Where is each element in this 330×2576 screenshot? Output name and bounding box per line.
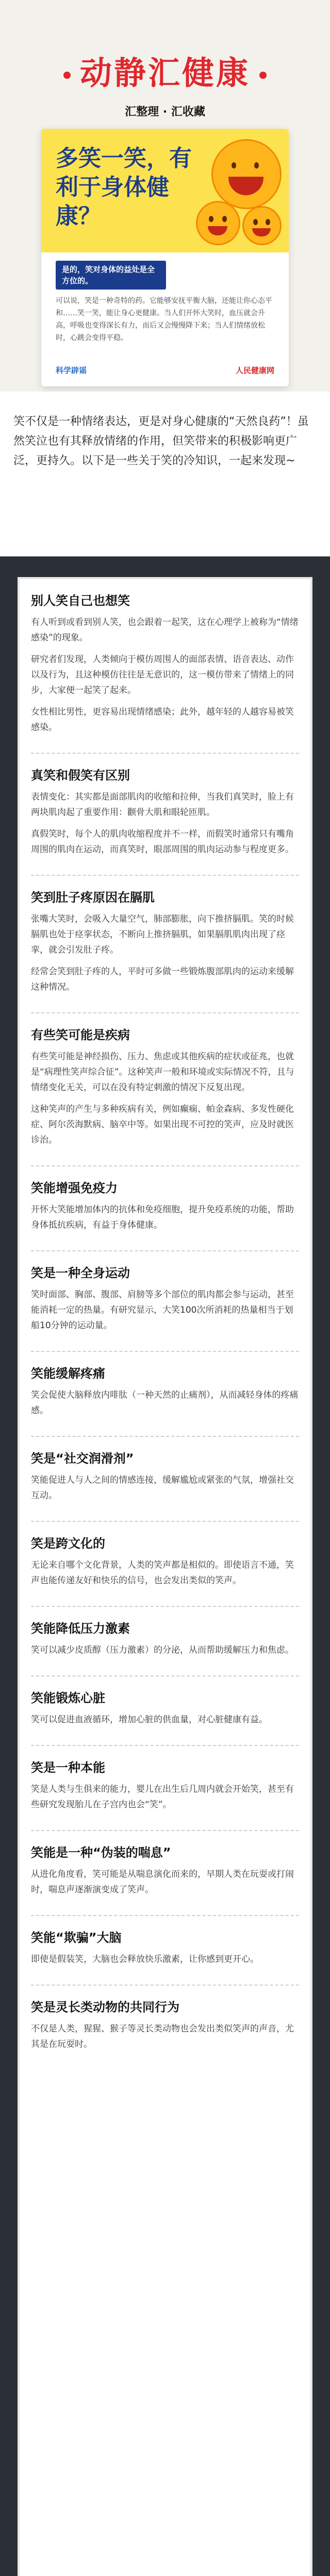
article-section [31,1165,299,1250]
section-title: 笑是跨文化的 [31,1536,105,1551]
page-title [0,47,330,93]
section-paragraph: 笑可以减少皮质醇（压力激素）的分泌，从而帮助缓解压力和焦虑。 [31,1645,294,1655]
section-paragraph: 笑能促进人与人之间的情感连接，缓解尴尬或紧张的气氛，增强社交互动。 [31,1475,294,1501]
section-paragraph: 有人听到或看到别人笑，也会跟着一起笑，这在心理学上被称为“情绪感染”的现象。 [31,617,299,643]
intro [0,392,330,556]
people-health-logo: 人民健康网 [235,366,274,375]
title-dot-left [63,72,71,79]
section-paragraph: 研究者们发现，人类倾向于模仿周围人的面部表情、语音表达、动作以及行为，且这种模仿往往是无意识的，这一模仿带来了情绪上的同步，大家便一起笑了起来。 [31,654,294,696]
header [0,0,330,392]
section-paragraph: 真假笑时，每个人的肌肉收缩程度并不一样，而假笑时通常只有嘴角周围的肌肉在运动，而真笑时，眼部周围的肌肉运动参与程度更多。 [31,829,294,855]
section-paragraph: 这种笑声的产生与多种疾病有关，例如癫痫、帕金森病、多发性硬化症、阿尔茨海默病、脑卒中等。如果出现不可控的笑声，应及时就医诊治。 [31,1104,294,1145]
section-paragraph: 笑时面部、胸部、腹部、肩膀等多个部位的肌肉都会参与运动，甚至能消耗一定的热量。有研究显示，大笑100次所消耗的热量相当于划船10分钟的运动量。 [31,1290,294,1331]
article [0,556,330,2576]
article-section [31,1915,299,1985]
article-section [31,1830,299,1915]
article-section [31,1250,299,1351]
article-section [31,1351,299,1436]
article-section [31,1012,299,1165]
section-paragraph: 开怀大笑能增加体内的抗体和免疫细胞，提升免疫系统的功能，帮助身体抵抗疾病，有益于身体健康。 [31,1205,294,1230]
science-rumor-logo: 科学辟谣 [56,366,87,375]
section-paragraph: 笑可以促进血液循环，增加心脏的供血量，对心脏健康有益。 [31,1715,268,1725]
section-paragraph: 即使是假装笑，大脑也会释放快乐激素，让你感到更开心。 [31,1954,259,1964]
section-title: 笑能缓解疼痛 [31,1366,105,1381]
section-title: 笑能锻炼心脏 [31,1691,105,1705]
article-section [31,1675,299,1745]
card-tip: 是的，笑对身体的益处是全方位的。 [56,261,166,290]
section-title: 有些笑可能是疾病 [31,1028,130,1042]
section-title: 笑能是一种“伪装的喘息” [31,1845,171,1860]
section-title: 真笑和假笑有区别 [31,768,130,783]
article-section [31,875,299,1012]
card-banner [41,129,289,252]
section-paragraph: 从进化角度看，笑可能是从喘息演化而来的，早期人类在玩耍或打闹时，喘息声逐渐演变成了笑声。 [31,1869,294,1895]
smiling-emoji-icon [196,201,240,245]
grinning-emoji-icon [242,206,282,245]
card-logos [56,365,274,379]
article-section [31,579,299,753]
section-paragraph: 有些笑可能是神经损伤、压力、焦虑或其他疾病的症状或征兆，也就是“病理性笑声综合征”。这种笑声一般和环境或实际情况不符，且与情绪变化无关，可以在没有特定刺激的情况下反复出现。 [31,1052,294,1093]
intro-text: 笑不仅是一种情绪表达，更是对身心健康的“天然良药”！虽然笑泣也有其释放情绪的作用，但笑带来的积极影响更广泛，更持久。以下是一些关于笑的冷知识，一起来发现~ [13,415,309,467]
subtitle: 汇整理 · 汇收藏 [125,106,205,118]
title-dot-right [259,72,267,79]
section-paragraph: 表情变化：其实都是面部肌肉的收缩和拉伸，当我们真笑时，脸上有两块肌肉起了重要作用：颧骨大肌和眼轮匝肌。 [31,792,294,818]
section-title: 笑是一种本能 [31,1760,105,1775]
article-section [31,1521,299,1606]
article-section [31,1985,299,2070]
section-paragraph: 经常会笑到肚子疼的人，平时可多做一些锻炼腹部肌肉的运动来缓解这种情况。 [31,967,294,992]
section-title: 笑是“社交润滑剂” [31,1451,134,1466]
section-paragraph: 笑会促使大脑释放内啡肽（一种天然的止痛剂），从而减轻身体的疼痛感。 [31,1390,299,1416]
card-headline: 多笑一笑，有利于身体健康？ [56,145,192,229]
section-title: 笑能“欺骗”大脑 [31,1930,122,1945]
card-body [41,252,289,352]
section-paragraph: 张嘴大笑时，会吸入大量空气，肺部膨胀，向下推挤膈肌。笑的时候膈肌也处于痉挛状态，不断向上推挤膈肌，如果膈肌肌肉出现了痉挛，就会引发肚子疼。 [31,914,294,955]
article-section [31,1745,299,1830]
section-paragraph: 笑是人类与生俱来的能力，婴儿在出生后几周内就会开始笑，甚至有些研究发现胎儿在子宫内也会“笑”。 [31,1784,294,1810]
article-section [31,1436,299,1521]
feature-card [41,129,289,386]
section-title: 笑是一种全身运动 [31,1266,130,1280]
section-title: 笑到肚子疼原因在膈肌 [31,890,155,905]
article-section [31,753,299,875]
section-paragraph: 无论来自哪个文化背景，人类的笑声都是相似的。即使语言不通，笑声也能传递友好和快乐的信号，也会发出类似的笑声。 [31,1560,294,1586]
article-section [31,1606,299,1675]
section-title: 笑能降低压力激素 [31,1621,130,1636]
section-title: 别人笑自己也想笑 [31,594,130,608]
laughing-emoji-icon [211,139,282,209]
section-paragraph: 不仅是人类，猩猩、猴子等灵长类动物也会发出类似笑声的声音，尤其是在玩耍时。 [31,2024,294,2049]
card-text: 可以说，笑是一种奇特的药。它能够安抚平衡大脑，还能让你心态平和……笑一笑，能让身心更健康。当人们开怀大笑时，血压就会升高，呼吸也变得深长有力，而后又会慢慢降下来；当人们情绪放松时，心跳会变得平稳。 [56,297,272,342]
section-paragraph: 女性相比男性，更容易出现情绪感染；此外，越年轻的人越容易被笑感染。 [31,707,294,733]
section-title: 笑是灵长类动物的共同行为 [31,2000,179,2014]
section-title: 笑能增强免疫力 [31,1181,118,1195]
article-panel [18,577,312,2576]
title-text: 动静汇健康 [79,54,250,92]
